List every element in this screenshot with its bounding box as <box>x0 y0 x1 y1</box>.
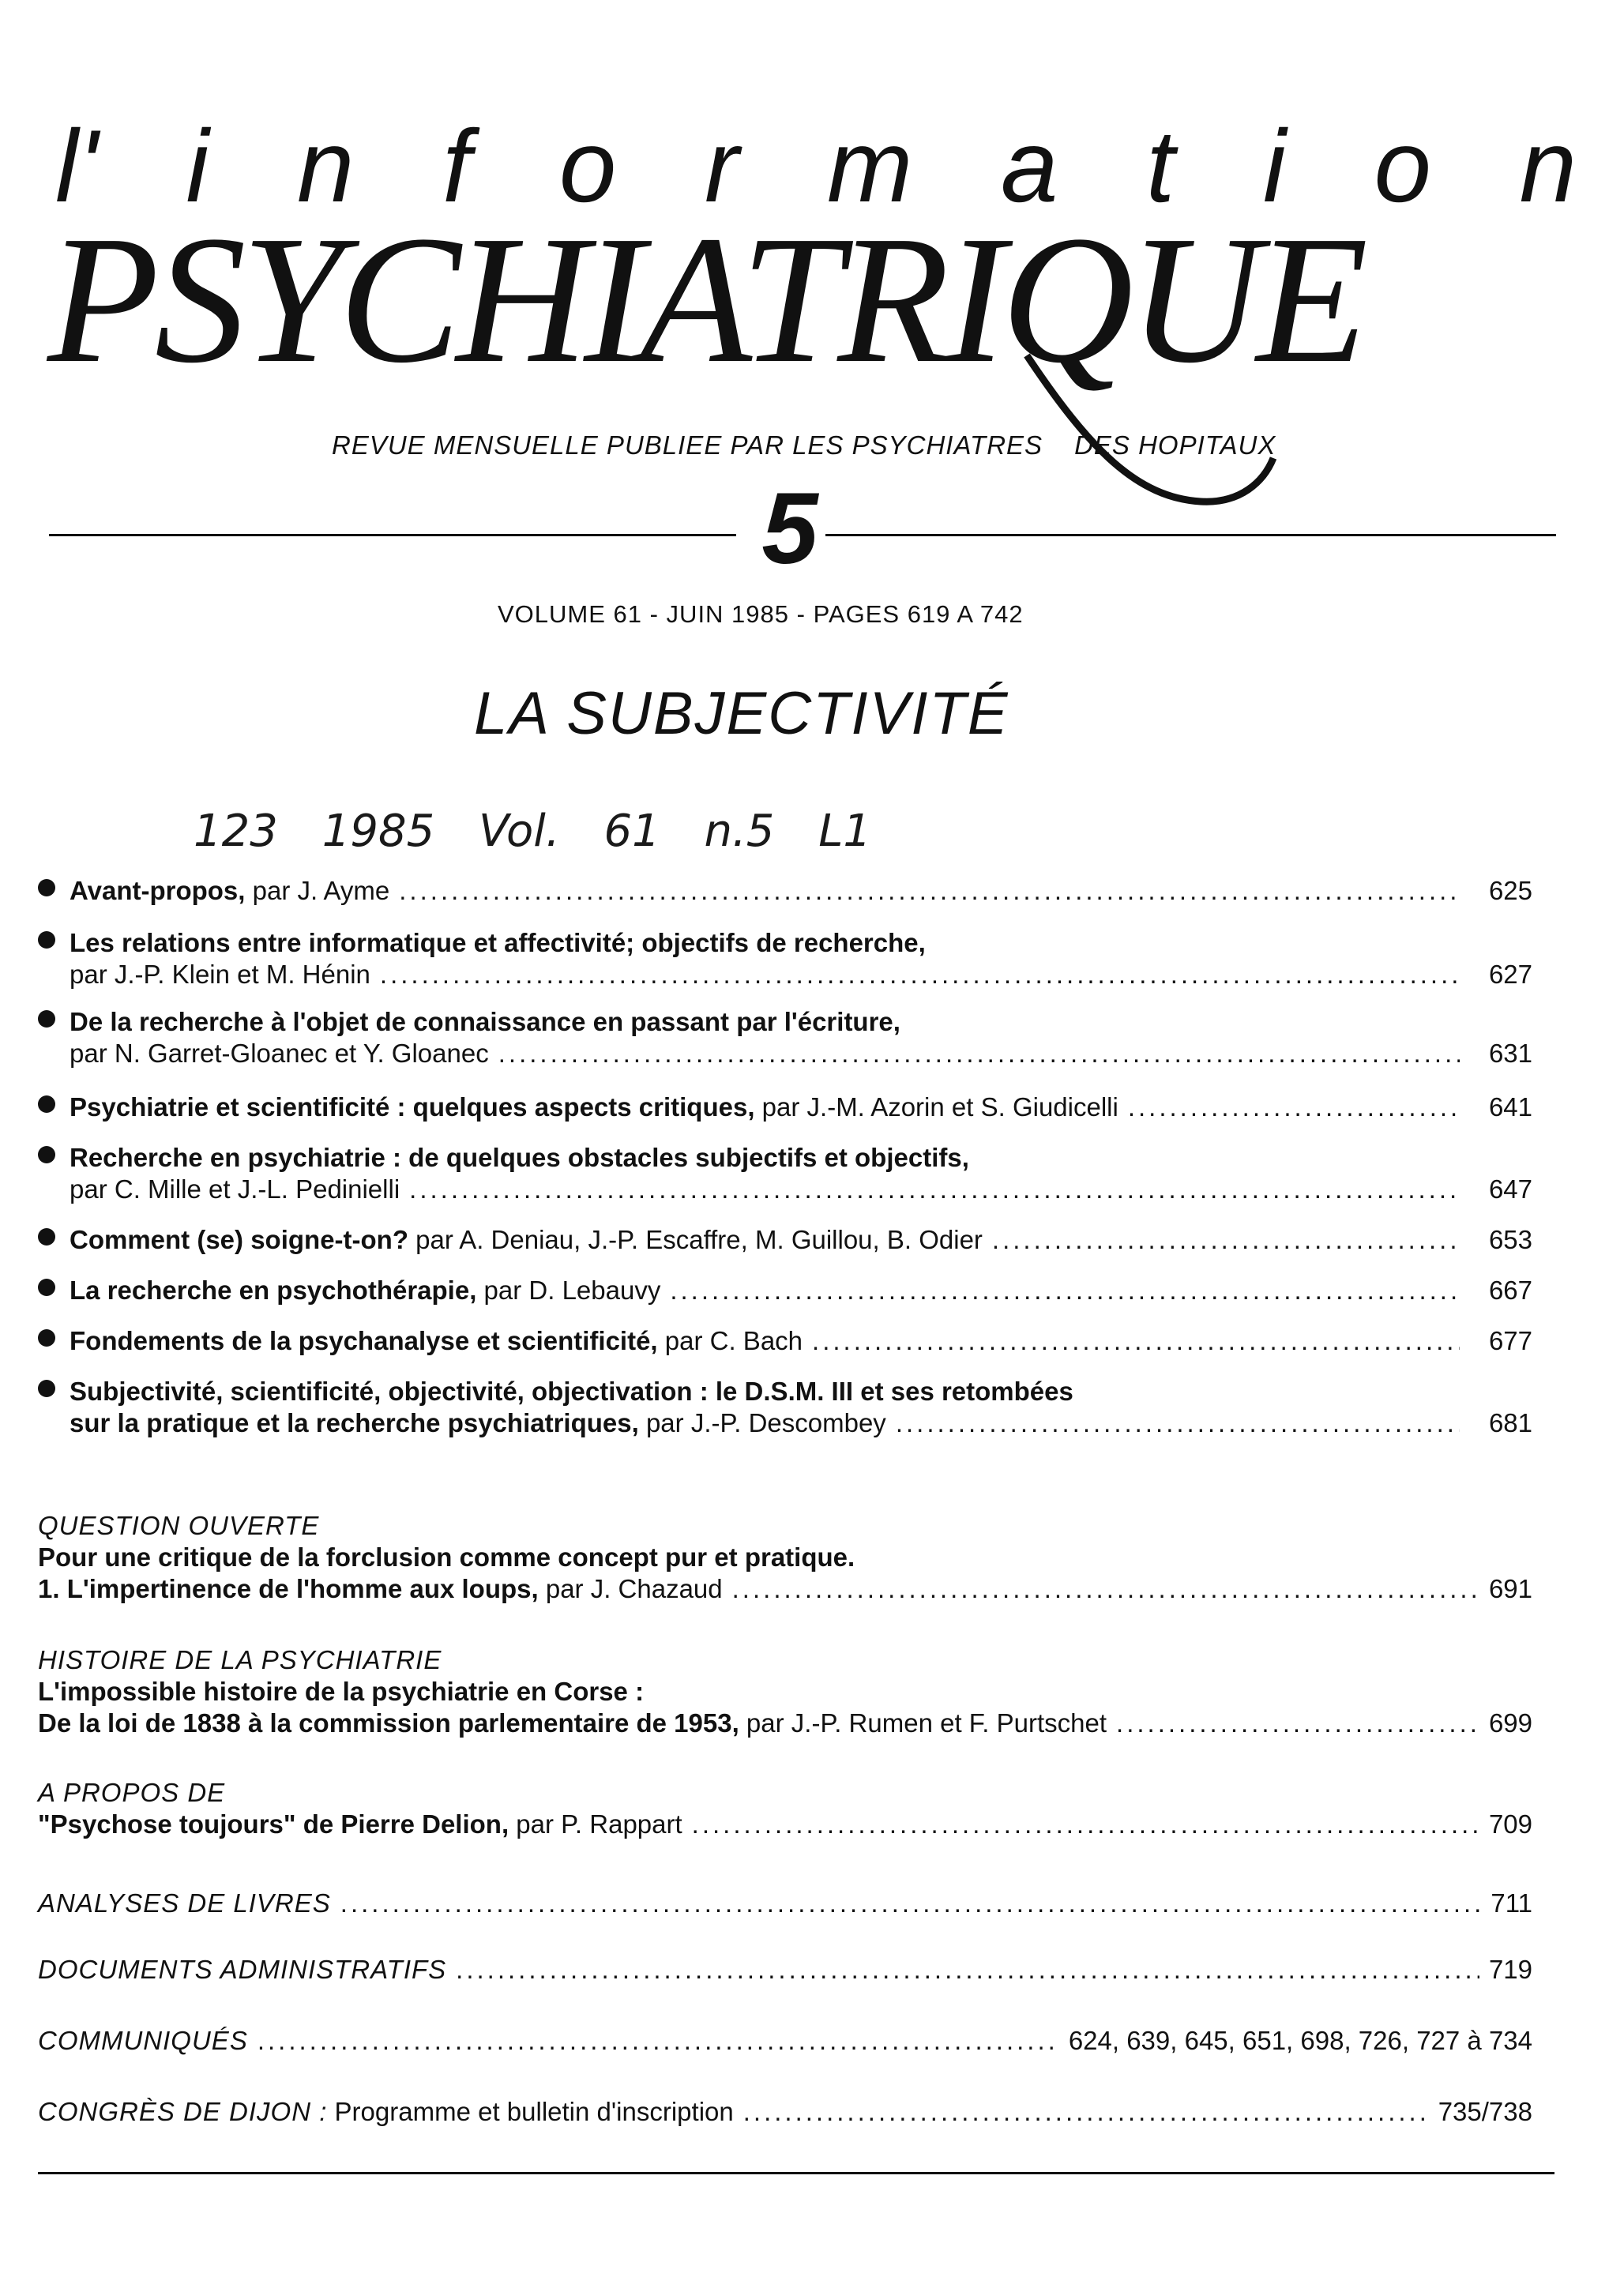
page-number: 691 <box>1488 1574 1532 1603</box>
page-number: 631 <box>1488 1039 1532 1068</box>
toc-entry: Comment (se) soigne-t-on? par A. Deniau, J.-P. Escaffre, M. Guillou, B. Odier ..... 653 <box>38 1224 1532 1256</box>
page-number: 677 <box>1488 1326 1532 1355</box>
page-number: 647 <box>1488 1174 1532 1204</box>
section-a-propos: A PROPOS DE "Psychose toujours" de Pierre Delion, par P. Rappart ..... 709 <box>38 1777 1532 1840</box>
masthead-letter: o <box>558 108 617 224</box>
bullet-icon <box>38 1279 55 1296</box>
tagline-left: REVUE MENSUELLE PUBLIEE PAR LES PSYCHIATRES <box>332 430 1043 460</box>
masthead-letter: i <box>1262 108 1286 224</box>
bullet-icon <box>38 1095 55 1113</box>
masthead-letter: n <box>1519 108 1577 224</box>
masthead-letter: n <box>297 108 355 224</box>
section-communiques: COMMUNIQUÉS ..... 624, 639, 645, 651, 698, 726, 727 à 734 <box>38 2025 1532 2057</box>
toc-entry: Les relations entre informatique et affectivité; objectifs de recherche, par J.-P. Klein et M. Hénin ..... 627 <box>38 927 1532 990</box>
section-documents: DOCUMENTS ADMINISTRATIFS ..... 719 <box>38 1954 1532 1986</box>
page-number: 667 <box>1488 1276 1532 1305</box>
page-number: 719 <box>1488 1955 1532 1984</box>
bullet-icon <box>38 879 55 896</box>
volume-line: VOLUME 61 - JUIN 1985 - PAGES 619 A 742 <box>498 600 1024 628</box>
page-number: 627 <box>1488 960 1532 989</box>
bullet-icon <box>38 1010 55 1028</box>
section-heading: HISTOIRE DE LA PSYCHIATRIE <box>38 1645 442 1674</box>
masthead-letter: l' <box>55 108 98 224</box>
footer-rule <box>38 2172 1554 2174</box>
tagline <box>332 430 1359 460</box>
section-question-ouverte: QUESTION OUVERTE Pour une critique de la forclusion comme concept pur et pratique. 1. L'impertinence de l'homme aux loups, par J. Chazaud ..... 691 <box>38 1510 1532 1605</box>
toc-entry: Psychiatrie et scientificité : quelques aspects critiques, par J.-M. Azorin et S. Giudicelli ..... 641 <box>38 1092 1532 1123</box>
section-heading: QUESTION OUVERTE <box>38 1511 320 1540</box>
masthead-letter: a <box>1001 108 1058 224</box>
masthead-letter: f <box>442 108 472 224</box>
toc-entry: De la recherche à l'objet de connaissance en passant par l'écriture, par N. Garret-Gloanec et Y. Gloanec ..... 631 <box>38 1006 1532 1069</box>
toc-entry: Subjectivité, scientificité, objectivité, objectivation : le D.S.M. III et ses retombées sur la pratique et la recherche psychiatriques, par J.-P. Descombey ..... 681 <box>38 1376 1532 1439</box>
issue-number: 5 <box>761 472 818 585</box>
toc-entry: La recherche en psychothérapie, par D. Lebauvy ..... 667 <box>38 1275 1532 1306</box>
bullet-icon <box>38 1228 55 1246</box>
page-number: 709 <box>1488 1809 1532 1839</box>
section-heading: A PROPOS DE <box>38 1778 226 1807</box>
page-number: 699 <box>1488 1708 1532 1738</box>
page-numbers: 735/738 <box>1438 2097 1532 2126</box>
handwritten-catalog-note: 123 1985 Vol. 61 n.5 L1 <box>194 806 872 857</box>
page-number: 681 <box>1488 1408 1532 1437</box>
issue-theme: LA SUBJECTIVITÉ <box>474 680 1009 747</box>
masthead-letter: m <box>827 108 913 224</box>
masthead-letter: o <box>1374 108 1431 224</box>
bullet-icon <box>38 1146 55 1163</box>
page-number: 625 <box>1488 876 1532 905</box>
masthead-letter: r <box>705 108 739 224</box>
page-numbers: 624, 639, 645, 651, 698, 726, 727 à 734 <box>1068 2026 1532 2055</box>
section-analyses: ANALYSES DE LIVRES ..... 711 <box>38 1888 1532 1919</box>
bullet-icon <box>38 931 55 949</box>
masthead-letter: i <box>186 108 209 224</box>
toc-entry: Avant-propos, par J. Ayme ..... 625 <box>38 875 1532 907</box>
toc-entry: Recherche en psychiatrie : de quelques obstacles subjectifs et objectifs, par C. Mille et J.-L. Pedinielli ..... 647 <box>38 1142 1532 1205</box>
bullet-icon <box>38 1329 55 1347</box>
page-number: 653 <box>1488 1225 1532 1254</box>
page-number: 641 <box>1488 1092 1532 1122</box>
bullet-icon <box>38 1380 55 1397</box>
header-rule-left <box>49 534 736 536</box>
header-rule-right <box>825 534 1556 536</box>
journal-title: PSYCHIATRIQUE <box>47 198 1364 401</box>
tagline-right: DES HOPITAUX <box>1074 430 1276 460</box>
masthead-letter: t <box>1146 108 1175 224</box>
toc-entry: Fondements de la psychanalyse et scientificité, par C. Bach ..... 677 <box>38 1325 1532 1357</box>
section-congres: CONGRÈS DE DIJON : Programme et bulletin d'inscription ..... 735/738 <box>38 2096 1532 2128</box>
page-number: 711 <box>1491 1888 1532 1918</box>
section-histoire: HISTOIRE DE LA PSYCHIATRIE L'impossible histoire de la psychiatrie en Corse : De la loi de 1838 à la commission parlementaire de 1953, par J.-P. Rumen et F. Purtschet ..... 699 <box>38 1644 1532 1739</box>
